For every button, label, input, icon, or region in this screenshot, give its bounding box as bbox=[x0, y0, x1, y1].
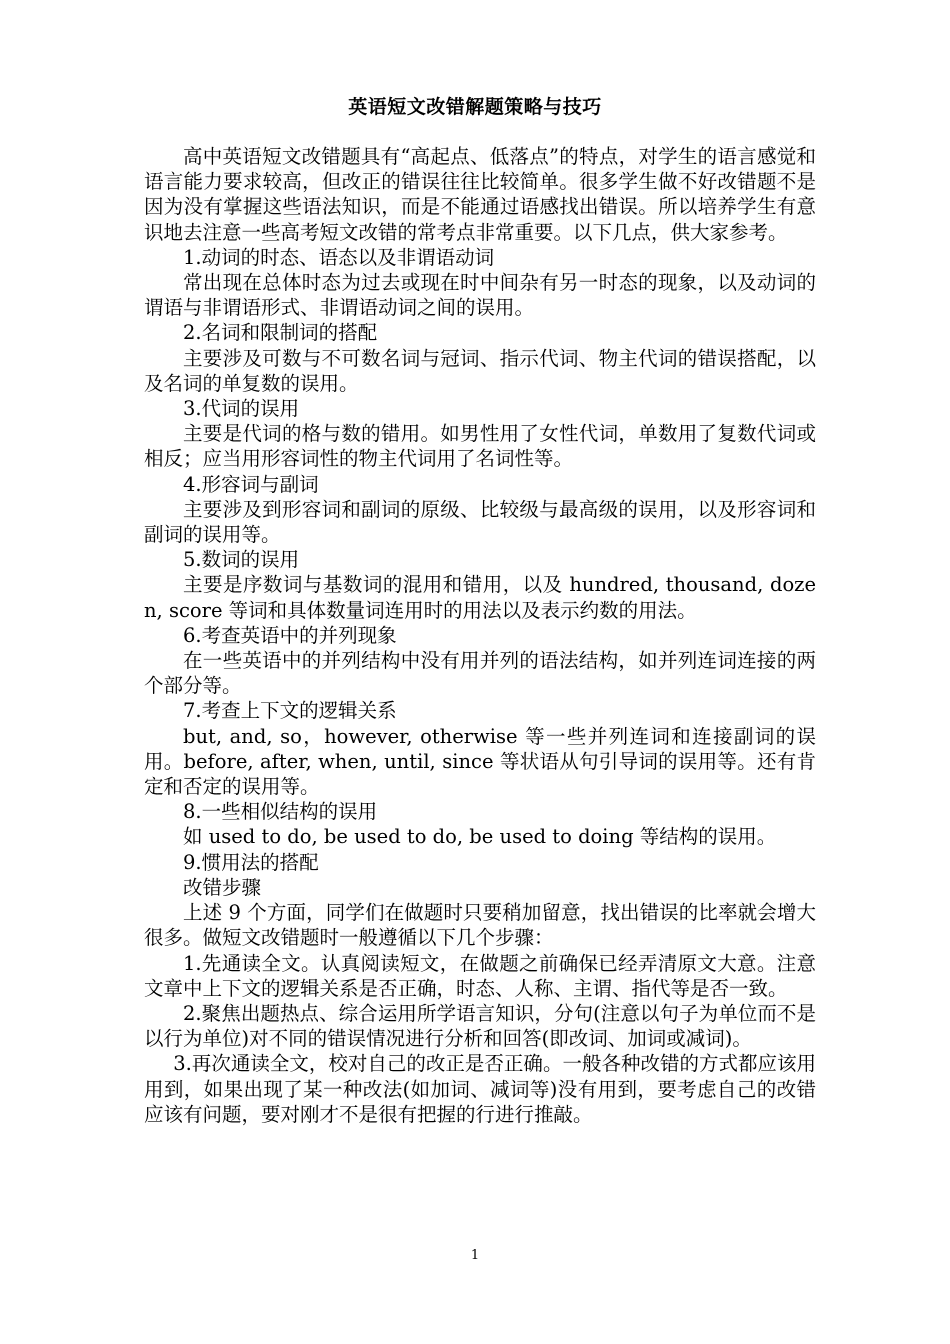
body-paragraph: 主要是序数词与基数词的混用和错用，以及 hundred, thousand, dozen, score 等词和具体数量词连用时的用法以及表示约数的用法。 bbox=[144, 573, 816, 622]
step-paragraph: 3.再次通读全文，校对自己的改正是否正确。一般各种改错的方式都应该用用到，如果出现了某一种改法(如加词、减词等)没有用到，要考虑自己的改错应该有问题，要对刚才不是很有把握的行进行推敲。 bbox=[144, 1052, 816, 1126]
body-paragraph: 上述 9 个方面，同学们在做题时只要稍加留意，找出错误的比率就会增大很多。做短文改错题时一般遵循以下几个步骤： bbox=[144, 901, 816, 950]
body-paragraph: 如 used to do, be used to do, be used to doing 等结构的误用。 bbox=[183, 825, 777, 849]
step-paragraph: 1.先通读全文。认真阅读短文，在做题之前确保已经弄清原文大意。注意文章中上下文的逻辑关系是否正确，时态、人称、主谓、指代等是否一致。 bbox=[144, 951, 816, 1000]
section-heading: 2.名词和限制词的搭配 bbox=[183, 321, 378, 345]
body-paragraph: 在一些英语中的并列结构中没有用并列的语法结构，如并列连词连接的两个部分等。 bbox=[144, 649, 816, 698]
document-body bbox=[144, 144, 816, 1127]
section-heading: 8.一些相似结构的误用 bbox=[183, 800, 378, 824]
section-heading: 7.考查上下文的逻辑关系 bbox=[183, 699, 397, 723]
section-heading: 1.动词的时态、语态以及非谓语动词 bbox=[183, 245, 495, 269]
body-paragraph: 主要涉及到形容词和副词的原级、比较级与最高级的误用，以及形容词和副词的误用等。 bbox=[144, 497, 816, 547]
intro-paragraph: 高中英语短文改错题具有“高起点、低落点”的特点，对学生的语言感觉和语言能力要求较高，但改正的错误往往比较简单。很多学生做不好改错题不是因为没有掌握这些语法知识，而是不能通过语感找出错误。所以培养学生有意识地去注意一些高考短文改错的常考点非常重要。以下几点，供大家参考。 bbox=[144, 145, 816, 244]
steps-heading: 改错步骤 bbox=[183, 875, 262, 899]
document-title: 英语短文改错解题策略与技巧 bbox=[348, 96, 602, 118]
section-heading: 6.考查英语中的并列现象 bbox=[183, 623, 397, 647]
body-paragraph: but, and, so，however, otherwise 等一些并列连词和连接副词的误用。before, after, when, until, since 等状语从句引导词的误用等。还有肯定和否定的误用等。 bbox=[144, 724, 816, 799]
section-heading: 4.形容词与副词 bbox=[183, 472, 319, 496]
section-heading: 5.数词的误用 bbox=[183, 548, 300, 572]
page-number: 1 bbox=[470, 1248, 480, 1263]
body-paragraph: 主要是代词的格与数的错用。如男性用了女性代词，单数用了复数代词或相反；应当用形容词性的物主代词用了名词性等。 bbox=[144, 422, 816, 471]
body-paragraph: 常出现在总体时态为过去或现在时中间杂有另一时态的现象，以及动词的谓语与非谓语形式、非谓语动词之间的误用。 bbox=[144, 271, 816, 320]
section-heading: 9.惯用法的搭配 bbox=[183, 850, 319, 874]
step-paragraph: 2.聚焦出题热点、综合运用所学语言知识，分句(注意以句子为单位而不是以行为单位)对不同的错误情况进行分析和回答(即改词、加词或减词)。 bbox=[144, 1001, 816, 1051]
body-paragraph: 主要涉及可数与不可数名词与冠词、指示代词、物主代词的错误搭配，以及名词的单复数的误用。 bbox=[144, 346, 816, 395]
section-heading: 3.代词的误用 bbox=[183, 397, 300, 421]
